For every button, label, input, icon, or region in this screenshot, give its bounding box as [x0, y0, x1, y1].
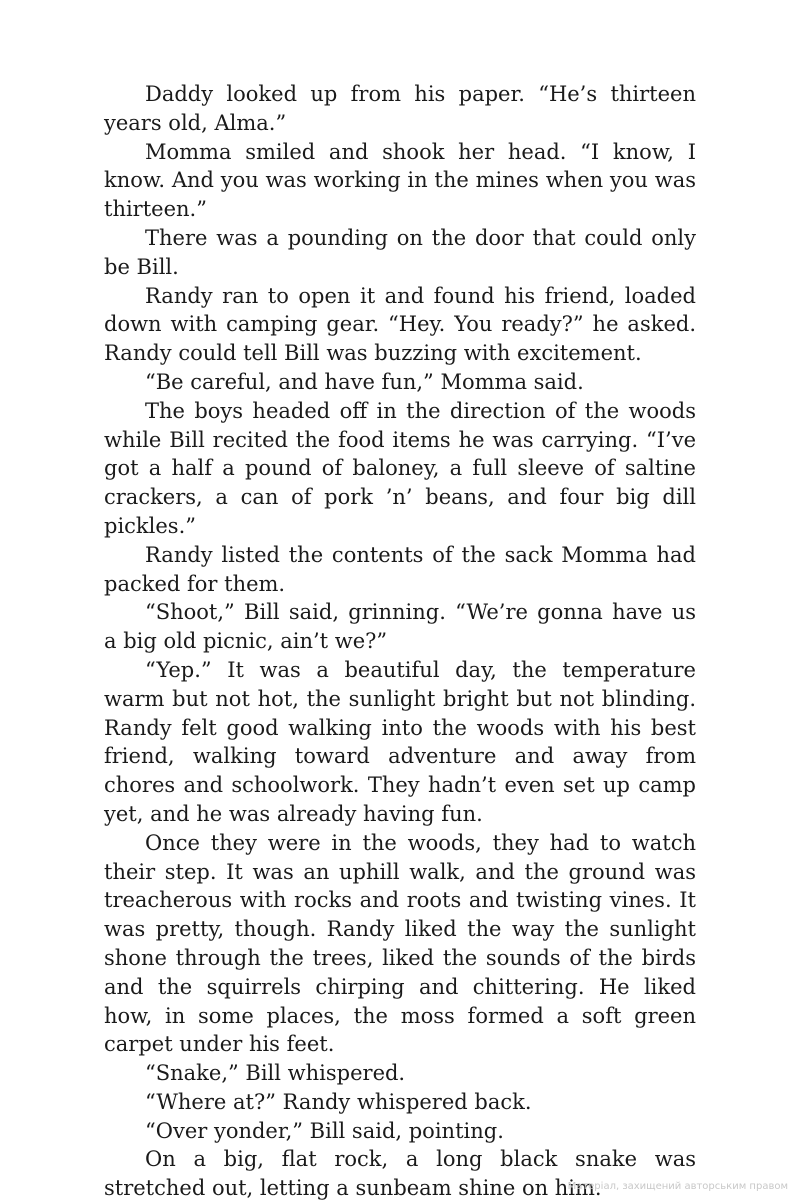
- copyright-watermark: Матеріал, захищений авторським правом: [567, 1181, 788, 1192]
- paragraph: There was a pounding on the door that could only be Bill.: [104, 225, 696, 279]
- paragraph: On a big, flat rock, a long black snake was stretched out, letting a sunbeam shine on him.: [104, 1147, 696, 1201]
- book-page-text: [104, 80, 696, 1203]
- paragraph: Randy ran to open it and found his friend, loaded down with camping gear. “Hey. You ready?” he asked. Randy could tell Bill was buzzing with excitement.: [104, 283, 696, 366]
- paragraph: Randy listed the contents of the sack Momma had packed for them.: [104, 542, 696, 596]
- paragraph: “Over yonder,” Bill said, pointing.: [145, 1118, 504, 1143]
- paragraph: Once they were in the woods, they had to watch their step. It was an uphill walk, and the ground was treacherous with rocks and roots and twisting vines. It was pretty, though. Randy liked the way the sunlight shone through the trees, liked the sounds of the birds and the squirrels chirping and chittering. He liked how, in some places, the moss formed a soft green carpet under his feet.: [104, 830, 696, 1057]
- paragraph: “Be careful, and have fun,” Momma said.: [145, 369, 584, 394]
- paragraph: “Snake,” Bill whispered.: [145, 1061, 406, 1086]
- paragraph: “Shoot,” Bill said, grinning. “We’re gonna have us a big old picnic, ain’t we?”: [104, 600, 696, 654]
- paragraph: Daddy looked up from his paper. “He’s thirteen years old, Alma.”: [104, 82, 696, 135]
- paragraph: The boys headed off in the direction of the woods while Bill recited the food items he was carrying. “I’ve got a half a pound of baloney, a full sleeve of saltine crackers, a can of pork ’n’ beans, and four big dill pickles.”: [104, 398, 696, 538]
- paragraph: “Yep.” It was a beautiful day, the temperature warm but not hot, the sunlight bright but not blinding. Randy felt good walking into the woods with his best friend, walking toward adventure and away from chores and schoolwork. They hadn’t even set up camp yet, and he was already having fun.: [104, 657, 696, 826]
- paragraph: Momma smiled and shook her head. “I know, I know. And you was working in the mines when you was thirteen.”: [104, 139, 696, 222]
- paragraph: “Where at?” Randy whispered back.: [145, 1089, 532, 1114]
